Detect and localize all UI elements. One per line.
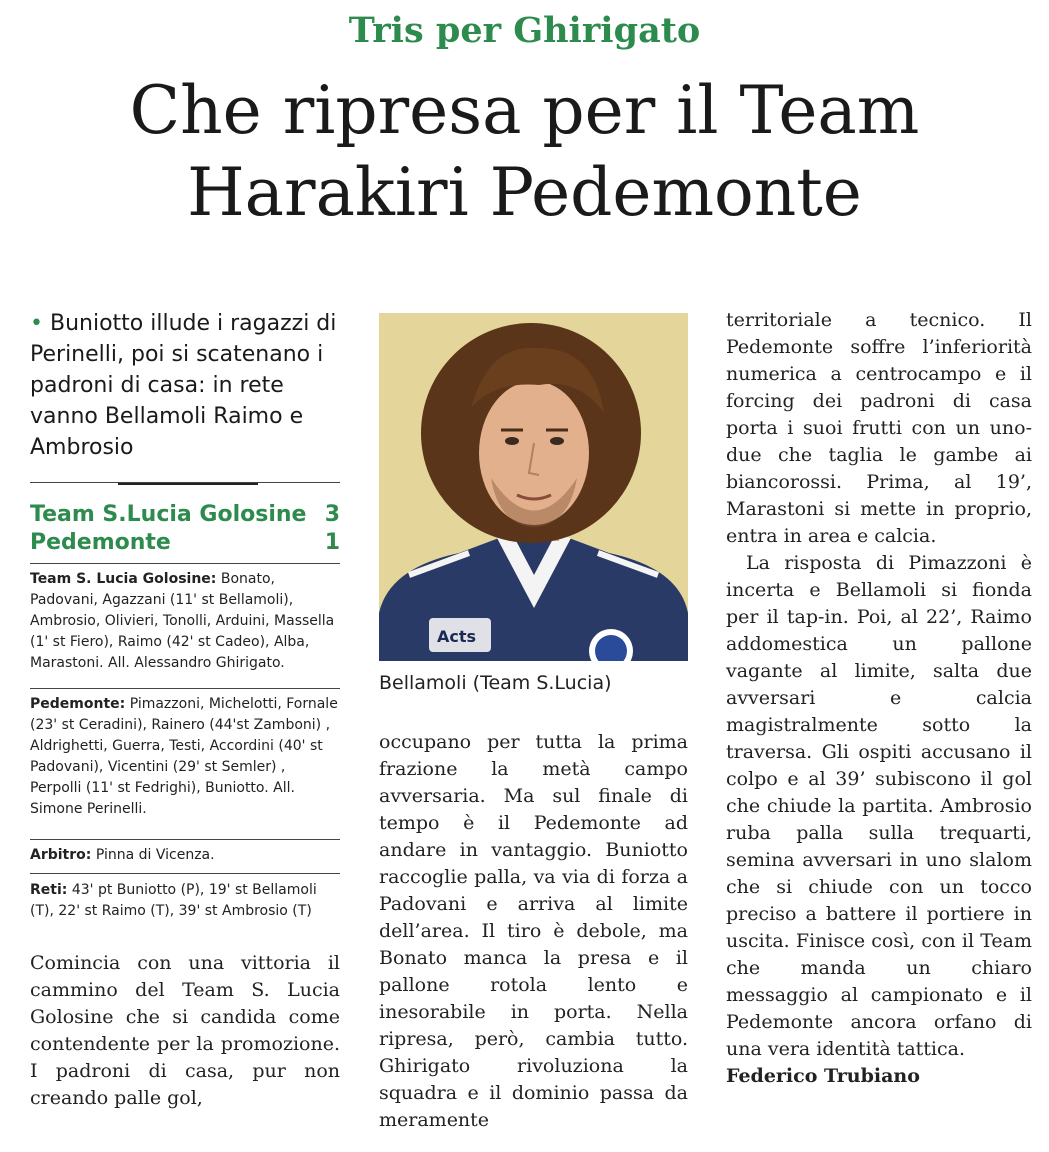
summary-text: Buniotto illude i ragazzi di Perinelli, poi si scatenano i padroni di casa: in rete vanno Bellamoli Raimo e Ambrosio	[30, 311, 337, 460]
lineup-away	[30, 694, 340, 820]
article-paragraph: La risposta di Pimazzoni è incerta e Bellamoli si fionda per il tap-in. Poi, al 22’, Raimo addomestica un pallone vagante al limite, salta due avversari e calcia magistralmente sotto la traversa. Gli ospiti accusano il colpo e al 39’ subiscono il gol che chiude la partita. Ambrosio ruba palla sulla trequarti, semina avversari in uno slalom che si chiude con un tocco preciso a battere il portiere in uscita. Finisce così, con il Team che manda un chiaro messaggio al campionato e il Pedemonte ancora orfano di una vera identità tattica.	[726, 552, 1032, 1060]
score-away	[30, 530, 340, 555]
away-score: 1	[324, 530, 340, 555]
referee-text: Pinna di Vicenza.	[95, 847, 215, 863]
article-column-1: Comincia con una vittoria il cammino del Team S. Lucia Golosine che si candida come contendente per la promozione. I padroni di casa, pur non creando palle gol,	[30, 952, 340, 1109]
goals-text: 43' pt Buniotto (P), 19' st Bellamoli (T), 22' st Raimo (T), 39' st Ambrosio (T)	[30, 882, 317, 919]
kicker: Tris per Ghirigato	[348, 10, 701, 51]
referee	[30, 845, 340, 866]
lineup-home-text: Bonato, Padovani, Agazzani (11' st Bellamoli), Ambrosio, Olivieri, Tonolli, Arduini, Massella (1' st Fiero), Raimo (42' st Cadeo), Alba, Marastoni. All. Alessandro Ghirigato.	[30, 571, 335, 671]
home-team: Team S.Lucia Golosine	[30, 502, 307, 527]
photo-caption: Bellamoli (Team S.Lucia)	[379, 672, 612, 694]
player-photo	[379, 313, 688, 661]
divider	[30, 482, 340, 483]
goals	[30, 880, 340, 922]
away-team: Pedemonte	[30, 530, 171, 555]
divider	[30, 563, 340, 564]
home-score: 3	[324, 502, 340, 527]
headline-line-2: Harakiri Pedemonte	[187, 154, 862, 231]
referee-label: Arbitro:	[30, 847, 92, 863]
headline-line-1: Che ripresa per il Team	[129, 72, 920, 149]
lineup-home	[30, 569, 340, 674]
divider	[30, 688, 340, 689]
jersey-sponsor: Acts	[437, 627, 477, 646]
goals-label: Reti:	[30, 882, 68, 898]
headline	[0, 70, 1049, 234]
divider	[30, 873, 340, 874]
lineup-away-text: Pimazzoni, Michelotti, Fornale (23' st Ceradini), Rainero (44'st Zamboni) , Aldrighetti, Guerra, Testi, Accordini (40' st Padovani), Vicentini (29' st Semler) , Perpolli (11' st Fedrighi), Buniotto. All. Simone Perinelli.	[30, 696, 338, 817]
divider	[30, 839, 340, 840]
player-portrait-image	[379, 313, 688, 661]
summary	[30, 308, 350, 463]
lineup-away-label: Pedemonte:	[30, 696, 126, 712]
lineup-home-label: Team S. Lucia Golosine:	[30, 571, 217, 587]
score-home	[30, 502, 340, 527]
byline: Federico Trubiano	[726, 1065, 920, 1087]
article-paragraph: territoriale a tecnico. Il Pedemonte soffre l’inferiorità numerica a centrocampo e il forcing dei padroni di casa porta i suoi frutti con un uno-due che taglia le gambe ai biancorossi. Prima, al 19’, Marastoni si mette in proprio, entra in area e calcia.	[726, 309, 1032, 547]
article-column-2: occupano per tutta la prima frazione la metà campo avversaria. Ma sul finale di tempo è il Pedemonte ad andare in vantaggio. Buniotto raccoglie palla, va via di forza a Padovani e arriva al limite dell’area. Il tiro è debole, ma Bonato manca la presa e il pallone rotola lento e inesorabile in porta. Nella ripresa, però, cambia tutto. Ghirigato rivoluziona la squadra e il dominio passa da meramente	[379, 731, 688, 1131]
article-column-3	[726, 307, 1032, 1090]
bullet-icon: •	[30, 311, 43, 336]
